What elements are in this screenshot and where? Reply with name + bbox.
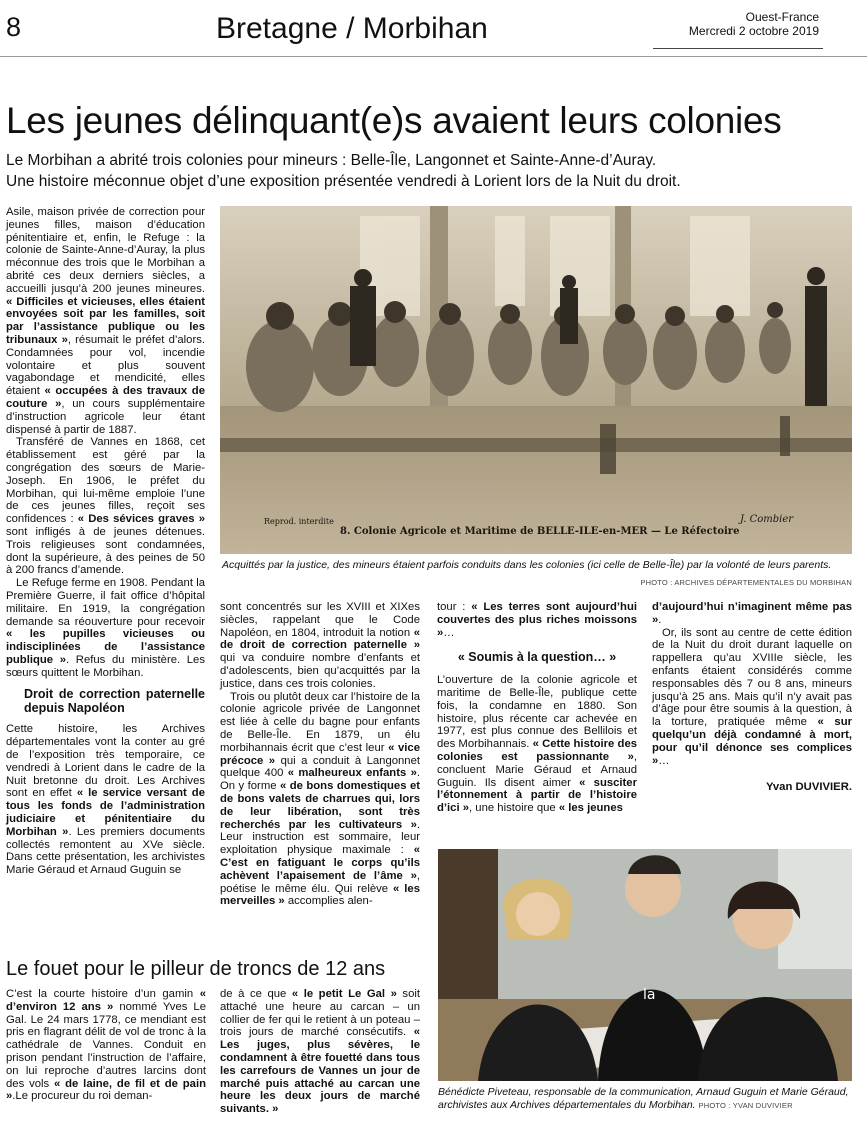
lead-line-1: Le Morbihan a abrité trois colonies pour mineurs : Belle-Île, Langonnet et Sainte-Anne-d’Auray.	[6, 152, 657, 169]
sidebar-column-2	[220, 988, 420, 1116]
photo-reproduction-note: Reprod. interdite	[264, 517, 334, 526]
paragraph: Le Refuge ferme en 1908. Pendant la Première Guerre, il fait office d’hôpital militaire. En 1919, la congrégation demande sa réouverture pour recevoir « les pupilles vicieuses ou indisciplinées de l’assistance publique ». Refus du ministère. Les sœurs quittent le Morbihan.	[6, 577, 205, 679]
paragraph: Asile, maison privée de correction pour jeunes filles, maison d’éducation pénitentiaire et, enfin, le Refuge : la colonie de Sainte-Anne-d’Auray, la plus méconnue des trois que le Morbihan a abrité ces deux derniers siècles, a accueilli jusqu’à 200 jeunes mineures. « Difficiles et vicieuses, elles étaient envoyées soit par les familles, soit par l’assistance publique ou les tribunaux », résumait le préfet d’alors. Condamnées pour vol, incendie volontaire et plus souvent vagabondage et mendicité, elles étaient « occupées à des travaux de couture », un cours supplémentaire d’instruction agricole leur étant dispensé à partir de 1887.	[6, 206, 205, 436]
article-lead	[6, 150, 861, 192]
paragraph: L’ouverture de la colonie agricole et maritime de Belle-Île, publique cette fois, la condamne en 1880. Son histoire, plus récente car achevée en 1977, est plus connue des Bellilois et des Morbihannais. « Cette histoire des colonies est passionnante », concluent Marie Géraud et Arnaud Guguin. Ils disent aimer « susciter l’étonnement à partir de l’histoire d’ici », une histoire que « les jeunes	[437, 674, 638, 815]
photo-publisher: J. Combier	[740, 514, 794, 525]
article-headline: Les jeunes délinquant(e)s avaient leurs colonies	[6, 100, 782, 141]
masthead	[619, 10, 819, 38]
lead-line-2: Une histoire méconnue objet d’une exposition présentée vendredi à Lorient lors de la Nuit du droit.	[6, 173, 681, 190]
page-number: 8	[6, 12, 22, 42]
article-column-3	[437, 601, 637, 815]
article-subheading: « Soumis à la question… »	[457, 650, 617, 665]
photo-caption: Acquittés par la justice, des mineurs étaient parfois conduits dans les colonies (ici celle de Belle-Île) par la volonté de leurs parents.	[222, 559, 832, 571]
author-signature: Yvan DUVIVIER.	[765, 781, 852, 794]
paragraph: Or, ils sont au centre de cette édition de la Nuit du droit durant laquelle on rappellera qu’au XVIIIe siècle, les enfants étaient considérés comme responsables dès 7 ou 8 ans, mineurs jusqu’à 25 ans. Mais qu’il n’y avait pas d’âge pour être soumis à la question, à la torture, pratiquée même « sur quelqu’un déjà condamné à mort, pour qu’il dénonce ses complices »…	[652, 626, 852, 767]
article-column-1	[6, 206, 205, 877]
photo-caption: Bénédicte Piveteau, responsable de la communication, Arnaud Guguin et Marie Géraud, archivistes aux Archives départementales du Morbihan. PHOTO : YVAN DUVIVIER	[438, 1086, 849, 1111]
section-title: Bretagne / Morbihan	[216, 12, 488, 45]
paragraph: tour : « Les terres sont aujourd’hui couvertes des plus riches moissons »…	[437, 601, 637, 639]
article-column-2	[220, 601, 420, 908]
paragraph: C’est la courte histoire d’un gamin « d’environ 12 ans » nommé Yves Le Gal. Le 24 mars 1778, ce mendiant est pris en flagrant délit de vol de tronc à la cathédrale de Vannes. Conduit en prison pendant l’instruction de l’affaire, on lui reproche d’autres larcins dont des vols « de laine, de fil et de pain ».Le procureur du roi deman-	[6, 988, 206, 1103]
archivists-photo	[438, 849, 852, 1081]
header-divider	[0, 56, 867, 57]
photo-credit: PHOTO : YVAN DUVIVIER	[698, 1101, 793, 1110]
sidebar-heading: Le fouet pour le pilleur de troncs de 12 ans	[6, 958, 386, 980]
sidebar-column-1	[6, 988, 206, 1103]
shirt-print: la	[643, 987, 656, 1003]
article-subheading: Droit de correction paternelle depuis Napoléon	[24, 687, 205, 716]
refectory-illustration	[220, 206, 852, 554]
paragraph: de à ce que « le petit Le Gal » soit attaché une heure au carcan – un collier de fer qui le retient à un poteau – trois jours de marché consécutifs. « Les juges, plus sévères, le condamnent à être fouetté dans tous les carrefours de Vannes un jour de marché puis attaché au carcan une heure les deux jours de marché suivants. »	[220, 988, 421, 1116]
photo-scene-title: 8. Colonie Agricole et Maritime de BELLE-ILE-en-MER — Le Réfectoire	[340, 526, 740, 537]
archivists-illustration	[438, 849, 852, 1081]
paragraph: Transféré de Vannes en 1868, cet établissement est géré par la congrégation des sœurs de Marie-Joseph. En 1906, le préfet du Morbihan, qui lui-même emploie l’une de ces jeunes filles, reçoit ses confidences : « Des sévices graves » sont infligés à de jeunes détenues. Trois religieuses sont condamnées, dont la supérieure, à des peines de 50 à 200 francs d’amende.	[6, 436, 205, 577]
page-header	[0, 0, 867, 58]
newspaper-name: Ouest-France	[745, 10, 819, 24]
issue-date: Mercredi 2 octobre 2019	[688, 24, 819, 38]
paragraph: d’aujourd’hui n’imaginent même pas ».	[652, 601, 852, 626]
masthead-rule	[653, 48, 823, 49]
paragraph: Cette histoire, les Archives départementales vont la conter au gré de l’exposition très temporaire, ce vendredi à Lorient dans le cadre de la Nuit bretonne du droit. Les Archives sont en effet « le service versant de tous les fonds de l’administration judiciaire et pénitentiaire du Morbihan ». Les premiers documents collectés remontent au XVe siècle. Dans cette présentation, les archivistes Marie Géraud et Arnaud Guguin se	[6, 723, 205, 877]
historic-refectory-photo	[220, 206, 852, 554]
paragraph: Trois ou plutôt deux car l’histoire de la colonie agricole privée de Langonnet est liée à celle du bagne pour enfants de Belle-Île. En 1879, un élu morbihannais écrit que c’est leur « vice précoce » qui a conduit à Langonnet quelque 400 « malheureux enfants ». On y forme « de bons domestiques et de bons valets de charrues qui, lors de leur libération, sont très recherchés par les cultivateurs ». Leur instruction est sommaire, leur exploitation physique maximale : « C’est en fatiguant le corps qu’ils achèvent l’apaisement de l’âme », poétise le même élu. Qui relève « les merveilles » accomplies alen-	[220, 690, 420, 908]
photo-credit: PHOTO : ARCHIVES DÉPARTEMENTALES DU MORBIHAN	[640, 578, 852, 587]
paragraph: sont concentrés sur les XVIII et XIXes siècles, rappelant que le Code Napoléon, en 1804, introduit la notion « de droit de correction paternelle » qui va conduire nombre d’enfants et d’adolescents, bien qu’acquittés par la justice, dans ces trois colonies.	[220, 601, 420, 690]
article-column-4	[652, 601, 852, 794]
